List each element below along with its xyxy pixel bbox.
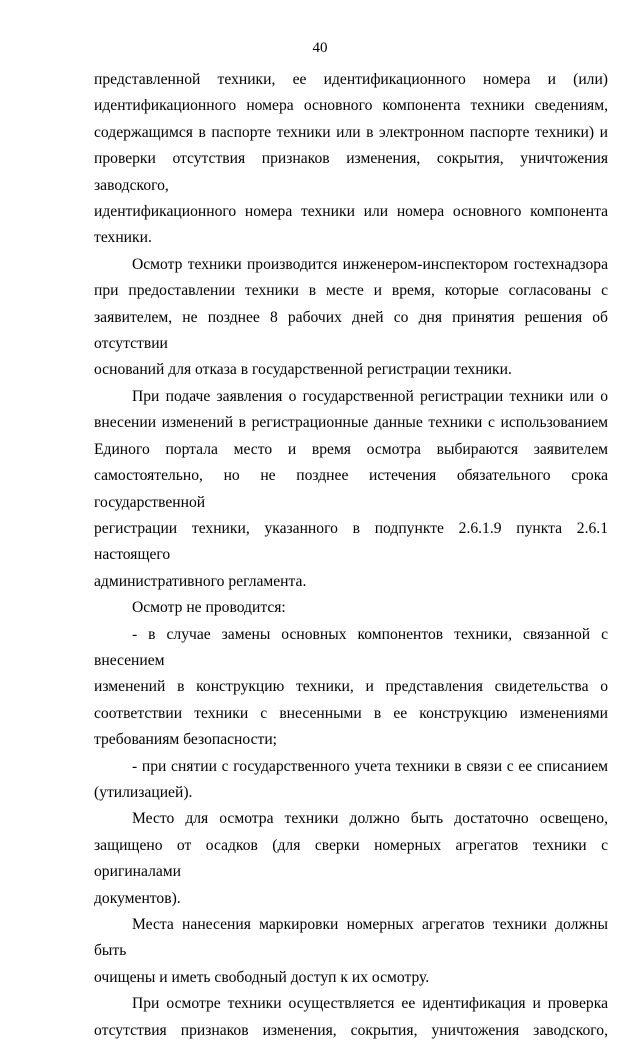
text-line: проверки отсутствия признаков изменения, сокрытия, уничтожения заводского,	[94, 150, 608, 194]
text-line: отсутствия признаков изменения, сокрытия, уничтожения заводского,	[94, 1021, 608, 1039]
text-line: соответствии техники с внесенными в ее конструкцию изменениями	[94, 704, 608, 722]
text-line: При осмотре техники осуществляется ее идентификация и проверка	[132, 995, 608, 1013]
paragraph	[94, 991, 608, 1044]
text-line: внесении изменений в регистрационные данные техники с использованием	[94, 414, 608, 432]
text-line: заявителем, не позднее 8 рабочих дней со дня принятия решения об отсутствии	[94, 308, 608, 353]
text-line: Осмотр техники производится инженером-инспектором гостехнадзора	[132, 255, 608, 273]
text-line: документов).	[94, 889, 181, 907]
paragraph	[94, 622, 608, 754]
text-line: Единого портала место и время осмотра выбираются заявителем	[94, 440, 608, 458]
document-body	[94, 67, 608, 1044]
text-line: - при снятии с государственного учета техники в связи с ее списанием	[132, 757, 608, 775]
text-line: Места нанесения маркировки номерных агрегатов техники должны быть	[94, 916, 608, 960]
text-line: защищено от осадков (для сверки номерных агрегатов техники с оригиналами	[94, 836, 608, 881]
text-line: при предоставлении техники в месте и время, которые согласованы с	[94, 282, 608, 300]
text-line: регистрации техники, указанного в подпункте 2.6.1.9 пункта 2.6.1 настоящего	[94, 519, 608, 564]
text-line: При подаче заявления о государственной регистрации техники или о	[132, 387, 608, 405]
text-line: идентификационного номера основного компонента техники сведениям,	[94, 97, 608, 115]
text-line: изменений в конструкцию техники, и представления свидетельства о	[94, 678, 608, 696]
text-line: Место для осмотра техники должно быть достаточно освещено,	[132, 810, 608, 828]
paragraph	[94, 595, 608, 621]
text-line: самостоятельно, но не позднее истечения обязательного срока государственной	[94, 467, 608, 511]
page-number: 40	[312, 40, 328, 56]
text-line: (утилизацией).	[94, 783, 193, 801]
text-line: оснований для отказа в государственной регистрации техники.	[94, 361, 512, 379]
text-line: административного регламента.	[94, 572, 307, 590]
text-line: содержащимся в паспорте техники или в электронном паспорте техники) и	[94, 123, 608, 141]
text-line: очищены и иметь свободный доступ к их осмотру.	[94, 968, 430, 986]
paragraph	[94, 67, 608, 252]
text-line: Осмотр не проводится:	[132, 599, 286, 617]
paragraph	[94, 384, 608, 595]
paragraph	[94, 806, 608, 912]
paragraph	[94, 252, 608, 384]
text-line: идентификационного номера техники или номера основного компонента	[94, 203, 608, 221]
paragraph	[94, 754, 608, 807]
text-line: техники.	[94, 229, 152, 247]
text-line: представленной техники, ее идентификационного номера и (или)	[94, 71, 608, 88]
text-line: требованиям безопасности;	[94, 731, 277, 749]
paragraph	[94, 912, 608, 991]
text-line: - в случае замены основных компонентов техники, связанной с внесением	[94, 625, 608, 669]
